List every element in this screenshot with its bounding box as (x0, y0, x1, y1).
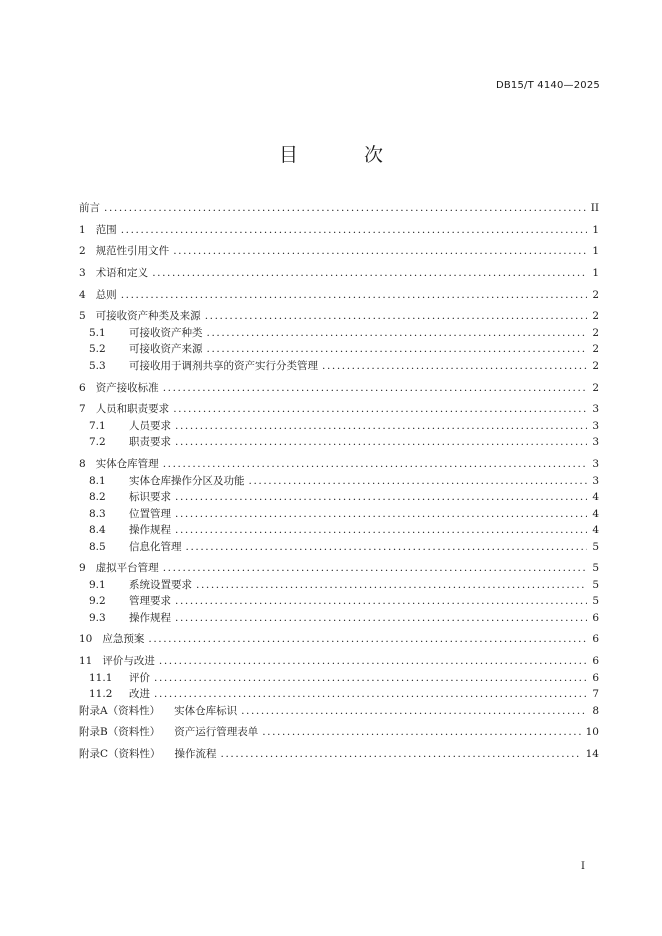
toc-entry-title (89, 358, 318, 373)
toc-entry-title (89, 506, 171, 521)
toc-entry[interactable] (79, 434, 599, 451)
toc-entry[interactable] (79, 418, 599, 435)
toc-entry-number: 7.2 (89, 436, 106, 449)
toc-entry-page: 2 (592, 381, 599, 394)
dot-leader (121, 224, 587, 236)
toc-entry[interactable] (79, 724, 599, 741)
dot-leader (196, 579, 587, 591)
dot-leader (207, 343, 588, 355)
toc-entry-title (89, 473, 245, 488)
toc-entry[interactable] (79, 358, 599, 375)
toc-entry-label: 可接收资产来源 (129, 343, 203, 356)
toc-entry-number: 7 (79, 403, 86, 416)
dot-leader (175, 436, 587, 448)
page-title: 目 次 (278, 144, 414, 166)
toc-entry-page: 7 (592, 688, 599, 701)
toc-entry-page: II (590, 202, 599, 214)
toc-entry-title (79, 456, 159, 471)
toc-entry-page: 3 (592, 419, 599, 432)
dot-leader (104, 202, 587, 214)
toc-entry-label: 资产运行管理表单 (174, 726, 259, 739)
toc-entry-title (89, 489, 171, 504)
toc-entry-page: 1 (592, 245, 599, 258)
toc-entry[interactable] (79, 506, 599, 523)
toc-entry[interactable] (79, 746, 599, 763)
toc-entry-number: 9 (79, 562, 86, 575)
toc-entry[interactable] (79, 631, 599, 648)
toc-entry-page: 1 (592, 267, 599, 280)
toc-entry-label: 操作流程 (174, 747, 217, 760)
toc-entry-number: 3 (79, 267, 86, 280)
toc-entry[interactable] (79, 489, 599, 506)
dot-leader (175, 491, 587, 503)
toc-entry-title (89, 686, 150, 701)
toc-entry[interactable] (79, 539, 599, 556)
toc-entry-number: 9.3 (89, 611, 106, 624)
toc-entry-page: 5 (592, 578, 599, 591)
toc-entry[interactable] (79, 265, 599, 282)
toc-entry-page: 2 (592, 310, 599, 323)
dot-leader (159, 655, 587, 667)
toc-entry-number: 1 (79, 223, 86, 236)
toc-entry-label: 操作规程 (129, 611, 171, 624)
toc-entry-label: 规范性引用文件 (95, 245, 170, 258)
toc-entry-title (89, 670, 150, 685)
dot-leader (163, 458, 587, 470)
toc-entry[interactable] (79, 325, 599, 342)
page-number: I (581, 861, 585, 872)
toc-entry-label: 评价与改进 (102, 655, 155, 668)
dot-leader (175, 420, 587, 432)
toc-entry-label: 应急预案 (102, 633, 145, 646)
toc-entry-page: 4 (592, 491, 599, 503)
toc-entry-label: 职责要求 (129, 436, 171, 449)
toc-entry[interactable] (79, 287, 599, 304)
toc-entry-title (79, 308, 201, 323)
toc-entry[interactable] (79, 473, 599, 490)
toc-entry[interactable] (79, 522, 599, 539)
toc-entry-page: 3 (592, 474, 599, 487)
toc-entry-page: 2 (592, 326, 599, 339)
toc-entry-page: 5 (592, 540, 599, 553)
toc-entry-page: 5 (592, 595, 599, 608)
toc-entry-number: 附录A（资料性） (79, 704, 161, 717)
dot-leader (322, 360, 587, 372)
toc-entry[interactable] (79, 222, 599, 239)
toc-entry-label: 信息化管理 (129, 540, 182, 553)
toc-entry-label: 资产接收标准 (95, 381, 159, 394)
toc-entry-label: 可接收用于调剂共享的资产实行分类管理 (129, 359, 318, 372)
toc-entry-title (79, 631, 144, 646)
toc-entry[interactable] (79, 653, 599, 670)
toc-entry-number: 8.4 (89, 524, 106, 536)
dot-leader (186, 541, 588, 553)
toc-entry[interactable] (79, 308, 599, 325)
toc-entry-page: 4 (592, 524, 599, 536)
toc-entry-label: 实体仓库操作分区及功能 (129, 474, 245, 487)
toc-entry-number: 8 (79, 458, 86, 470)
toc-entry-number: 11 (79, 655, 93, 668)
dot-leader (173, 245, 587, 257)
toc-entry-number: 附录B（资料性） (79, 726, 161, 739)
toc-entry-title (89, 539, 182, 554)
toc-entry-label: 位置管理 (129, 507, 171, 520)
toc-entry-page: 3 (592, 436, 599, 449)
toc-entry-title (79, 401, 169, 416)
dot-leader (163, 562, 587, 574)
toc-entry-title (89, 434, 171, 449)
toc-entry[interactable] (79, 670, 599, 687)
toc-entry-label: 人员要求 (129, 419, 171, 432)
toc-entry-label: 实体仓库管理 (95, 458, 159, 470)
toc-entry-page: 6 (592, 655, 599, 668)
toc-entry-title (79, 222, 117, 237)
toc-entry-title (89, 325, 203, 340)
dot-leader (163, 382, 587, 394)
toc-entry-title (79, 265, 148, 280)
toc-entry-number: 5.2 (89, 343, 106, 356)
toc-entry-label: 评价 (129, 671, 150, 684)
dot-leader (152, 267, 587, 279)
toc-entry-page: 4 (592, 507, 599, 520)
toc-entry-number: 8.1 (89, 474, 106, 487)
dot-leader (148, 633, 587, 645)
toc-entry-title (79, 200, 100, 215)
dot-leader (175, 612, 587, 624)
dot-leader (249, 475, 588, 487)
toc-entry[interactable] (79, 560, 599, 577)
toc-entry-label: 系统设置要求 (129, 578, 192, 591)
toc-entry-number: 8.2 (89, 491, 106, 503)
toc-entry-title (79, 243, 169, 258)
toc-entry-page: 1 (592, 223, 599, 236)
dot-leader (241, 705, 587, 717)
toc-entry-page: 6 (592, 633, 599, 646)
toc-entry-number: 11.2 (89, 688, 113, 701)
dot-leader (173, 403, 587, 415)
toc-entry-title (79, 380, 159, 395)
toc-entry-label: 可接收资产种类 (129, 326, 203, 339)
toc-entry-number: 附录C（资料性） (79, 747, 161, 760)
toc-entry[interactable] (79, 341, 599, 358)
toc-entry[interactable] (79, 686, 599, 703)
toc-entry-number: 8.5 (89, 540, 106, 553)
toc-entry-number: 4 (79, 288, 86, 301)
toc-entry-label: 虚拟平台管理 (95, 562, 159, 575)
toc-entry-title (79, 703, 237, 718)
toc-entry-page: 5 (592, 562, 599, 575)
toc-entry-title (79, 724, 258, 739)
toc-entry-page: 3 (592, 458, 599, 470)
toc-entry[interactable] (79, 401, 599, 418)
dot-leader (205, 310, 587, 322)
toc-entry[interactable] (79, 200, 599, 217)
toc-entry-number: 6 (79, 381, 86, 394)
toc-entry-number: 9.2 (89, 595, 106, 608)
toc-entry[interactable] (79, 593, 599, 610)
toc-entry[interactable] (79, 380, 599, 397)
toc-entry-page: 10 (585, 726, 599, 739)
toc-entry-number: 5.1 (89, 326, 106, 339)
toc-entry-label: 可接收资产种类及来源 (95, 310, 201, 323)
toc-entry-page: 2 (592, 359, 599, 372)
toc-entry-label: 实体仓库标识 (174, 704, 238, 717)
toc-entry[interactable] (79, 703, 599, 720)
dot-leader (262, 726, 581, 738)
toc-entry-label: 人员和职责要求 (95, 403, 170, 416)
dot-leader (121, 289, 587, 301)
dot-leader (175, 595, 587, 607)
toc-entry-number: 2 (79, 245, 86, 258)
dot-leader (154, 688, 587, 700)
document-code: DB15/T 4140—2025 (495, 80, 600, 91)
toc-entry-title (89, 341, 203, 356)
dot-leader (221, 748, 582, 760)
toc-entry-number: 10 (79, 633, 93, 646)
toc-entry-label: 管理要求 (129, 595, 171, 608)
toc-entry-page: 6 (592, 671, 599, 684)
toc-entry-title (89, 577, 192, 592)
dot-leader (154, 672, 587, 684)
toc-entry-label: 前言 (79, 202, 100, 214)
toc-entry[interactable] (79, 456, 599, 473)
toc-entry-page: 2 (592, 288, 599, 301)
toc-entry-number: 5.3 (89, 359, 106, 372)
toc-entry-page: 14 (585, 747, 599, 760)
toc-entry-label: 总则 (95, 288, 117, 301)
toc-entry-title (79, 746, 217, 761)
toc-entry-number: 9.1 (89, 578, 106, 591)
toc-entry-label: 术语和定义 (95, 267, 149, 280)
table-of-contents (79, 200, 599, 762)
toc-entry-page: 8 (592, 704, 599, 717)
toc-entry-title (89, 418, 171, 433)
toc-entry-number: 11.1 (89, 671, 113, 684)
toc-entry-label: 操作规程 (129, 524, 171, 536)
toc-entry-number: 5 (79, 310, 86, 323)
toc-entry-title (89, 593, 171, 608)
toc-entry-label: 改进 (129, 688, 150, 701)
toc-entry-label: 标识要求 (129, 491, 171, 503)
toc-entry-label: 范围 (95, 223, 117, 236)
dot-leader (175, 508, 587, 520)
toc-entry-title (79, 560, 159, 575)
toc-entry[interactable] (79, 243, 599, 260)
toc-entry-page: 6 (592, 611, 599, 624)
toc-entry-number: 7.1 (89, 419, 106, 432)
dot-leader (207, 327, 588, 339)
toc-entry-page: 3 (592, 403, 599, 416)
toc-entry-title (89, 610, 171, 625)
toc-entry[interactable] (79, 577, 599, 594)
toc-entry[interactable] (79, 610, 599, 627)
toc-entry-number: 8.3 (89, 507, 106, 520)
toc-entry-title (89, 522, 171, 537)
toc-entry-page: 2 (592, 343, 599, 356)
dot-leader (175, 524, 587, 536)
toc-entry-title (79, 287, 117, 302)
toc-entry-title (79, 653, 155, 668)
